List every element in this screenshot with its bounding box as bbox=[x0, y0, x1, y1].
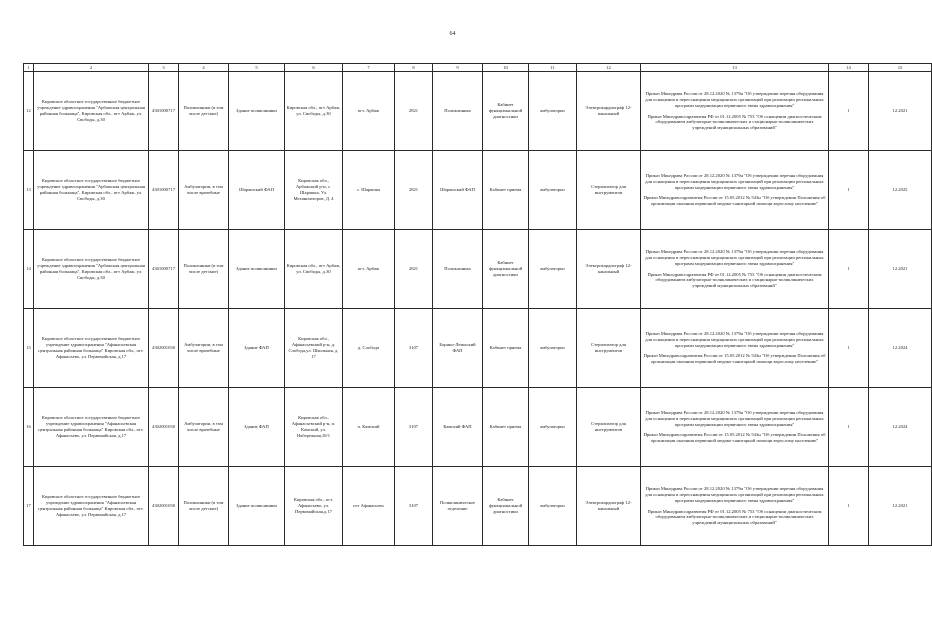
territory-code-cell: 3107 bbox=[395, 309, 433, 388]
org-code-cell: 4302001030 bbox=[149, 467, 179, 546]
cabinet-cell: Кабинет приема bbox=[483, 388, 529, 467]
building-cell: Здание поликлиники bbox=[229, 230, 285, 309]
unit-type-cell: Поликлиники (в том числе детские) bbox=[179, 230, 229, 309]
column-number: 14 bbox=[829, 64, 869, 72]
building-cell: Здание ФАП bbox=[229, 388, 285, 467]
building-cell: Здание поликлиники bbox=[229, 72, 285, 151]
date-cell: 12.2024 bbox=[869, 309, 932, 388]
cabinet-cell: Кабинет функциональной диагностики bbox=[483, 72, 529, 151]
regulation-text: Приказ Минздравсоцразвития РФ от 01.12.2005 № 753 "Об оснащении диагностическим оборудованием амбулаторно-поликлинических и стационарно-поликлинических учреждений муниципальных образований" bbox=[647, 113, 822, 131]
column-number: 4 bbox=[179, 64, 229, 72]
date-cell: 12.2021 bbox=[869, 467, 932, 546]
address-cell: Кировская обл., Афанасьевский р-н, д. Слобода,ул. Школьная, д. 17 bbox=[285, 309, 343, 388]
department-cell: Поликлиника bbox=[433, 72, 483, 151]
quantity-cell: 1 bbox=[829, 230, 869, 309]
regulation-cell bbox=[641, 230, 829, 309]
locality-cell: пгт. Арбаж bbox=[343, 72, 395, 151]
locality-cell: пгт. Арбаж bbox=[343, 230, 395, 309]
regulation-text: Приказ Минздрава России от 28.12.2020 № 1379н "Об утверждении перечня оборудования для оснащения и переоснащения медицинских организаций при реализации региональных программ модернизации первичного звена здравоохранения" bbox=[645, 248, 824, 266]
row-number: 16 bbox=[24, 388, 34, 467]
column-number: 13 bbox=[641, 64, 829, 72]
locality-cell: с. Шарашка bbox=[343, 151, 395, 230]
organization-cell: Кировское областное государственное бюджетное учреждение здравоохранения "Арбажская центральная районная больница", Кировская обл., пгт Арбаж, ул. Свободы, д.30 bbox=[34, 72, 149, 151]
department-cell: Камский ФАП bbox=[433, 388, 483, 467]
equipment-cell: Стерилизатор для инструментов bbox=[577, 151, 641, 230]
regulation-text: Приказ Минздравсоцразвития РФ от 01.12.2005 № 753 "Об оснащении диагностическим оборудованием амбулаторно-поликлинических и стационарно-поликлинических учреждений муниципальных образований" bbox=[647, 271, 822, 289]
column-number: 2 bbox=[34, 64, 149, 72]
quantity-cell: 1 bbox=[829, 467, 869, 546]
quantity-cell: 1 bbox=[829, 151, 869, 230]
date-cell: 12.2021 bbox=[869, 230, 932, 309]
care-form-cell: амбулаторно bbox=[529, 72, 577, 151]
equipment-cell: Электрокардиограф 12-канальный bbox=[577, 230, 641, 309]
date-cell: 12.2021 bbox=[869, 72, 932, 151]
address-cell: Кировская обл., пгт. Афанасьево, ул. Первомайская,д.17 bbox=[285, 467, 343, 546]
cabinet-cell: Кабинет функциональной диагностики bbox=[483, 467, 529, 546]
territory-code-cell: 3107 bbox=[395, 467, 433, 546]
unit-type-cell: Амбулатории, в том числе врачебные bbox=[179, 309, 229, 388]
row-number: 14 bbox=[24, 230, 34, 309]
org-code-cell: 4301000717 bbox=[149, 151, 179, 230]
territory-code-cell: 2821 bbox=[395, 230, 433, 309]
organization-cell: Кировское областное государственное бюджетное учреждение здравоохранения "Арбажская центральная районная больница", Кировская обл., пгт Арбаж, ул. Свободы, д.30 bbox=[34, 151, 149, 230]
territory-code-cell: 2821 bbox=[395, 72, 433, 151]
organization-cell: Кировское областное государственное бюджетное учреждение здравоохранения "Арбажская центральная районная больница", Кировская обл., пгт Арбаж, ул. Свободы, д.30 bbox=[34, 230, 149, 309]
table-row bbox=[24, 467, 932, 546]
column-number-row bbox=[24, 64, 932, 72]
regulation-cell bbox=[641, 309, 829, 388]
table-row bbox=[24, 388, 932, 467]
organization-cell: Кировское областное государственное бюджетное учреждение здравоохранения "Афанасьевская центральная районная больница" Кировская обл., пгт. Афанасьево, ул. Первомайская, д.17 bbox=[34, 388, 149, 467]
organization-cell: Кировское областное государственное бюджетное учреждение здравоохранения "Афанасьевская центральная районная больница" Кировская обл., пгт. Афанасьево, ул. Первомайская, д.17 bbox=[34, 309, 149, 388]
page-number: 64 bbox=[449, 31, 456, 37]
column-number: 9 bbox=[433, 64, 483, 72]
table-row bbox=[24, 151, 932, 230]
date-cell: 12.2025 bbox=[869, 151, 932, 230]
regulation-cell bbox=[641, 72, 829, 151]
organization-cell: Кировское областное государственное бюджетное учреждение здравоохранения "Афанасьевская центральная районная больница" Кировская обл., пгт. Афанасьево, ул. Первомайская, д.17 bbox=[34, 467, 149, 546]
regulation-text: Приказ Минздрава России от 28.12.2020 № 1379н "Об утверждении перечня оборудования для оснащения и переоснащения медицинских организаций при реализации региональных программ модернизации первичного звена здравоохранения" bbox=[645, 330, 824, 348]
regulation-text: Приказ Минздравсоцразвития РФ от 01.12.2005 № 753 "Об оснащении диагностическим оборудованием амбулаторно-поликлинических и стационарно-поликлинических учреждений муниципальных образований" bbox=[647, 508, 822, 526]
care-form-cell: амбулаторно bbox=[529, 230, 577, 309]
column-number: 1 bbox=[24, 64, 34, 72]
cabinet-cell: Кабинет функциональной диагностики bbox=[483, 230, 529, 309]
quantity-cell: 1 bbox=[829, 309, 869, 388]
locality-cell: пгт Афанасьево bbox=[343, 467, 395, 546]
regulation-text: Приказ Минздравсоцразвития России от 15.05.2012 № 543н "Об утверждении Положения об организации оказания первичной медико-санитарной помощи взрослому населению" bbox=[643, 353, 826, 365]
department-cell: Поликлиническое отделение bbox=[433, 467, 483, 546]
equipment-cell: Электрокардиограф 12-канальный bbox=[577, 72, 641, 151]
address-cell: Кировская обл., Афанасьевский р-н, п. Камский, ул. Набережная,10/1 bbox=[285, 388, 343, 467]
building-cell: Здание поликлиники bbox=[229, 467, 285, 546]
column-number: 10 bbox=[483, 64, 529, 72]
building-cell: Здание ФАП bbox=[229, 309, 285, 388]
department-cell: Борино-Лемыский ФАП bbox=[433, 309, 483, 388]
locality-cell: д. Слобода bbox=[343, 309, 395, 388]
department-cell: Поликлиника bbox=[433, 230, 483, 309]
column-number: 5 bbox=[229, 64, 285, 72]
address-cell: Кировская обл., пгт Арбаж, ул. Свободы, д.30 bbox=[285, 230, 343, 309]
column-number: 12 bbox=[577, 64, 641, 72]
column-number: 8 bbox=[395, 64, 433, 72]
care-form-cell: амбулаторно bbox=[529, 467, 577, 546]
row-number: 17 bbox=[24, 467, 34, 546]
quantity-cell: 1 bbox=[829, 388, 869, 467]
regulation-cell bbox=[641, 467, 829, 546]
column-number: 11 bbox=[529, 64, 577, 72]
cabinet-cell: Кабинет приема bbox=[483, 151, 529, 230]
regulation-text: Приказ Минздрава России от 28.12.2020 № 1379н "Об утверждении перечня оборудования для оснащения и переоснащения медицинских организаций при реализации региональных программ модернизации первичного звена здравоохранения" bbox=[645, 409, 824, 427]
territory-code-cell: 2821 bbox=[395, 151, 433, 230]
org-code-cell: 4301000717 bbox=[149, 72, 179, 151]
org-code-cell: 4302001030 bbox=[149, 388, 179, 467]
address-cell: Кировская обл., Арбажский р-н, с. Шарашка, Ул. Механизаторов, Д. 4 bbox=[285, 151, 343, 230]
org-code-cell: 4301000717 bbox=[149, 230, 179, 309]
department-cell: Шарашский ФАП bbox=[433, 151, 483, 230]
date-cell: 12.2024 bbox=[869, 388, 932, 467]
table-row bbox=[24, 230, 932, 309]
row-number: 12 bbox=[24, 72, 34, 151]
column-number: 3 bbox=[149, 64, 179, 72]
unit-type-cell: Амбулатории, в том числе врачебные bbox=[179, 151, 229, 230]
building-cell: Шарашский ФАП bbox=[229, 151, 285, 230]
address-cell: Кировская обл., пгт Арбаж, ул. Свободы, д.30 bbox=[285, 72, 343, 151]
table-row bbox=[24, 72, 932, 151]
care-form-cell: амбулаторно bbox=[529, 388, 577, 467]
quantity-cell: 1 bbox=[829, 72, 869, 151]
regulation-cell bbox=[641, 388, 829, 467]
unit-type-cell: Амбулатории, в том числе врачебные bbox=[179, 388, 229, 467]
equipment-cell: Стерилизатор для инструментов bbox=[577, 388, 641, 467]
regulation-text: Приказ Минздравсоцразвития России от 15.05.2012 № 543н "Об утверждении Положения об организации оказания первичной медико-санитарной помощи взрослому населению" bbox=[643, 195, 826, 207]
unit-type-cell: Поликлиники (в том числе детские) bbox=[179, 72, 229, 151]
regulation-text: Приказ Минздрава России от 28.12.2020 № 1379н "Об утверждении перечня оборудования для оснащения и переоснащения медицинских организаций при реализации региональных программ модернизации первичного звена здравоохранения" bbox=[645, 485, 824, 503]
regulation-text: Приказ Минздрава России от 28.12.2020 № 1379н "Об утверждении перечня оборудования для оснащения и переоснащения медицинских организаций при реализации региональных программ модернизации первичного звена здравоохранения" bbox=[645, 172, 824, 190]
regulation-cell bbox=[641, 151, 829, 230]
equipment-cell: Стерилизатор для инструментов bbox=[577, 309, 641, 388]
care-form-cell: амбулаторно bbox=[529, 151, 577, 230]
column-number: 6 bbox=[285, 64, 343, 72]
table-row bbox=[24, 309, 932, 388]
equipment-cell: Электрокардиограф 12-канальный bbox=[577, 467, 641, 546]
column-number: 15 bbox=[869, 64, 932, 72]
regulation-text: Приказ Минздравсоцразвития России от 15.05.2012 № 543н "Об утверждении Положения об организации оказания первичной медико-санитарной помощи взрослому населению" bbox=[643, 432, 826, 444]
row-number: 13 bbox=[24, 151, 34, 230]
unit-type-cell: Поликлиники (в том числе детские) bbox=[179, 467, 229, 546]
locality-cell: п. Камский bbox=[343, 388, 395, 467]
row-number: 15 bbox=[24, 309, 34, 388]
care-form-cell: амбулаторно bbox=[529, 309, 577, 388]
cabinet-cell: Кабинет приема bbox=[483, 309, 529, 388]
regulation-text: Приказ Минздрава России от 28.12.2020 № 1379н "Об утверждении перечня оборудования для оснащения и переоснащения медицинских организаций при реализации региональных программ модернизации первичного звена здравоохранения" bbox=[645, 90, 824, 108]
org-code-cell: 4302001030 bbox=[149, 309, 179, 388]
equipment-table bbox=[23, 63, 932, 546]
territory-code-cell: 3107 bbox=[395, 388, 433, 467]
column-number: 7 bbox=[343, 64, 395, 72]
